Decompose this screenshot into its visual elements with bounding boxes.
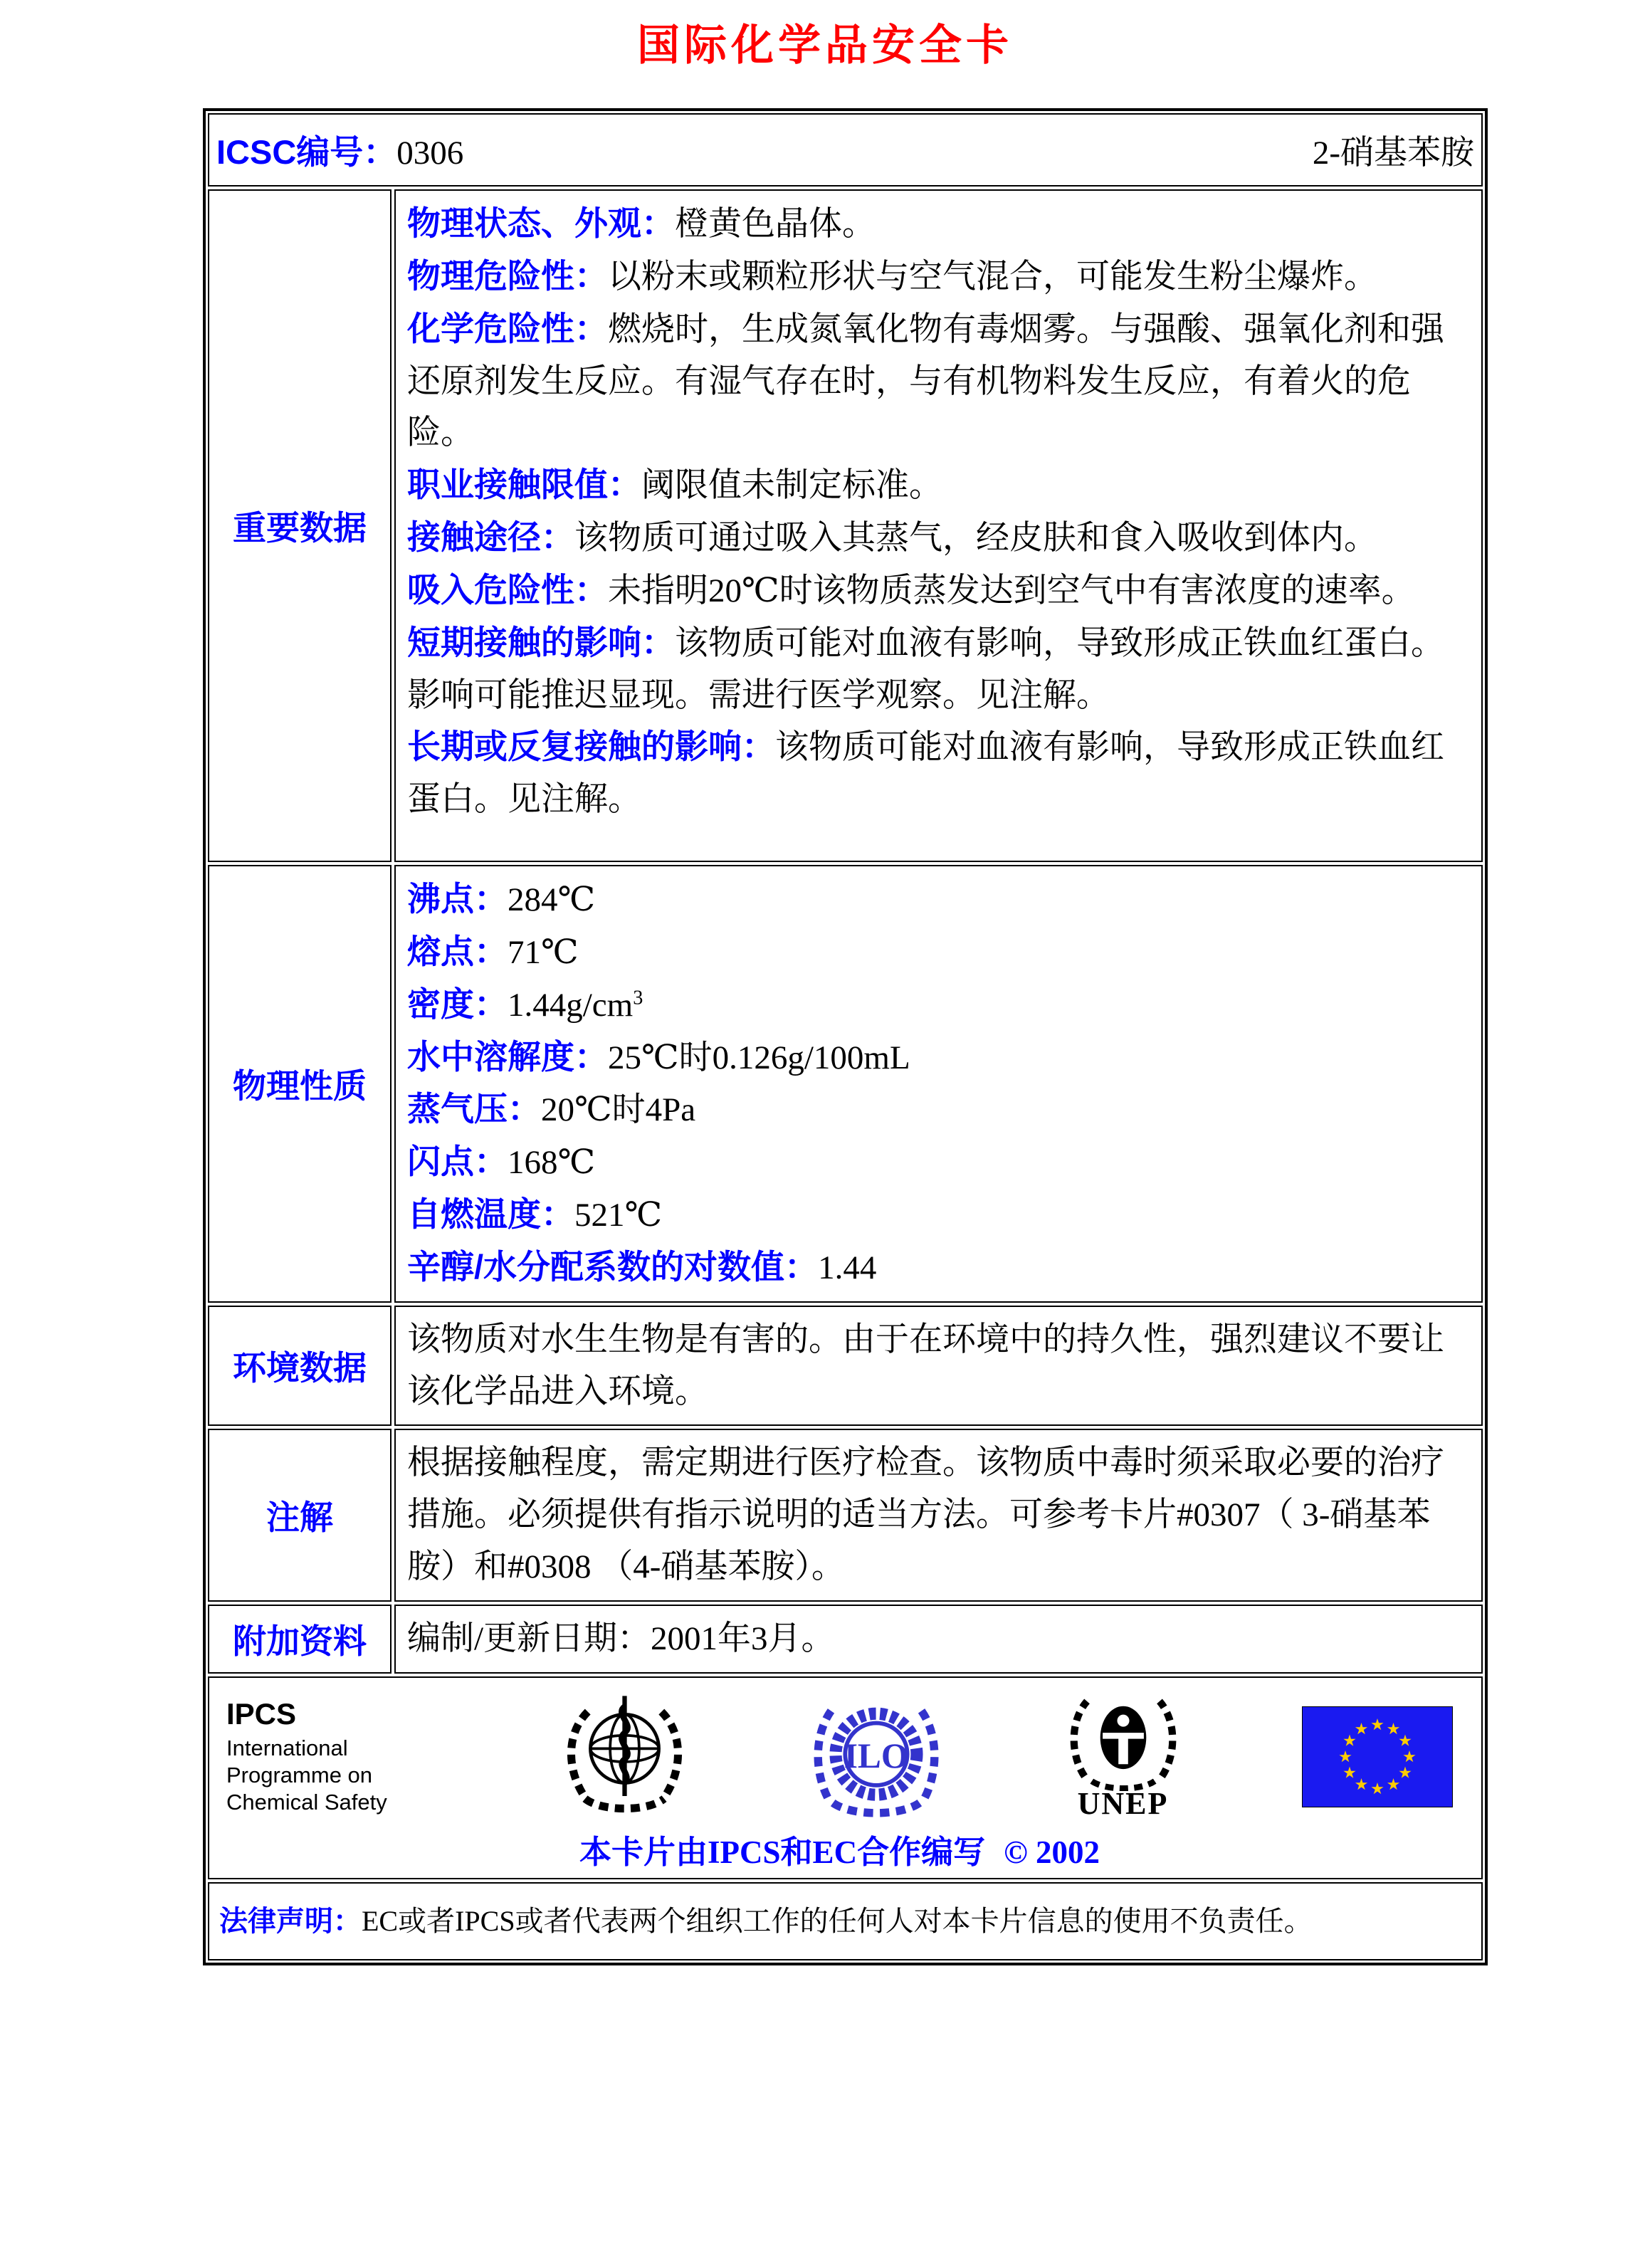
section-label-physical: 物理性质 <box>208 865 392 1303</box>
field-label: 职业接触限值： <box>407 466 641 504</box>
data-item <box>407 1136 1470 1189</box>
icsc-card-table <box>203 108 1488 1965</box>
data-item <box>407 721 1470 826</box>
legal-text: EC或者IPCS或者代表两个组织工作的任何人对本卡片信息的使用不负责任。 <box>362 1904 1313 1937</box>
unep-logo-block <box>1063 1691 1184 1822</box>
field-value: 168℃ <box>508 1144 596 1182</box>
ipcs-acronym: IPCS <box>226 1696 297 1731</box>
data-item <box>407 1189 1470 1241</box>
data-item <box>407 1083 1470 1136</box>
chemical-name: 2-硝基苯胺 <box>1312 135 1474 172</box>
field-value: 20℃时4Pa <box>541 1091 696 1129</box>
section-content-important <box>394 189 1483 862</box>
field-value: 该物质可能对血液有影响，导致形成正铁血红蛋白。影响可能推迟显现。需进行医学观察。见注解。 <box>407 624 1444 714</box>
data-item <box>407 251 1470 303</box>
field-label: 短期接触的影响： <box>407 623 675 661</box>
data-item <box>407 303 1470 460</box>
who-logo-icon <box>559 1691 690 1822</box>
data-item <box>407 565 1470 617</box>
eu-flag-icon <box>1302 1706 1453 1807</box>
field-label: 蒸气压： <box>407 1090 541 1128</box>
section-row-additional <box>208 1605 1483 1674</box>
ipcs-line: International <box>226 1735 348 1760</box>
icsc-number-group <box>216 126 463 174</box>
field-label: 物理状态、外观： <box>407 204 675 242</box>
additional-text: 编制/更新日期：2001年3月。 <box>407 1619 835 1657</box>
field-value: 该物质可能对血液有影响，导致形成正铁血红蛋白。见注解。 <box>407 729 1444 819</box>
field-label: 密度： <box>407 985 508 1023</box>
logos-cell <box>208 1676 1483 1879</box>
section-label-additional: 附加资料 <box>208 1605 392 1674</box>
field-label: 沸点： <box>407 880 508 918</box>
header-cell <box>208 113 1483 187</box>
field-label: 接触途径： <box>407 518 574 557</box>
environment-text: 该物质对水生生物是有害的。由于在环境中的持久性，强烈建议不要让该化学品进入环境。 <box>407 1321 1444 1410</box>
section-content-environment <box>394 1306 1483 1427</box>
cooperation-caption <box>226 1826 1453 1872</box>
field-label: 物理危险性： <box>407 256 608 295</box>
section-content-additional <box>394 1605 1483 1674</box>
field-value: 未指明20℃时该物质蒸发达到空气中有害浓度的速率。 <box>608 572 1415 609</box>
notes-text: 根据接触程度，需定期进行医疗检查。该物质中毒时须采取必要的治疗措施。必须提供有指示说明的适当方法。可参考卡片#0307（ 3-硝基苯胺）和#0308 （4-硝基苯胺）。 <box>407 1444 1444 1586</box>
ipcs-line: Chemical Safety <box>226 1789 387 1815</box>
field-label: 自燃温度： <box>407 1195 574 1234</box>
header-row <box>208 113 1483 187</box>
field-value: 521℃ <box>574 1197 663 1234</box>
data-item <box>407 459 1470 512</box>
field-value: 284℃ <box>508 881 596 918</box>
field-label: 熔点： <box>407 932 508 970</box>
section-content-notes <box>394 1429 1483 1602</box>
field-value: 燃烧时，生成氮氧化物有毒烟雾。与强酸、强氧化剂和强还原剂发生反应。有湿气存在时，与有机物料发生反应，有着火的危险。 <box>407 310 1444 452</box>
field-label: 化学危险性： <box>407 309 608 347</box>
section-label-environment: 环境数据 <box>208 1306 392 1427</box>
data-item <box>407 617 1470 722</box>
cooperation-text: 本卡片由IPCS和EC合作编写 <box>579 1834 986 1870</box>
icsc-number-label: ICSC编号： <box>216 133 397 171</box>
field-value: 1.44g/cm <box>508 986 634 1024</box>
data-item <box>407 198 1470 251</box>
section-row-notes <box>208 1429 1483 1602</box>
section-row-physical <box>208 865 1483 1303</box>
section-label-important: 重要数据 <box>208 189 392 862</box>
data-item <box>407 1241 1470 1294</box>
ilo-logo-icon <box>809 1689 944 1825</box>
field-value: 该物质可通过吸入其蒸气，经皮肤和食入吸收到体内。 <box>574 520 1377 557</box>
svg-text:ILO: ILO <box>844 1736 909 1776</box>
icsc-number-value: 0306 <box>396 135 464 172</box>
legal-cell <box>208 1882 1483 1960</box>
field-value: 25℃时0.126g/100mL <box>608 1039 910 1076</box>
field-value: 橙黄色晶体。 <box>675 206 876 243</box>
ipcs-line: Programme on <box>226 1762 373 1787</box>
copyright-text: © 2002 <box>1004 1834 1100 1870</box>
field-label: 闪点： <box>407 1143 508 1181</box>
field-value: 1.44 <box>818 1249 877 1286</box>
field-label: 吸入危险性： <box>407 570 608 609</box>
field-value: 阈限值未制定标准。 <box>641 467 942 505</box>
data-item <box>407 926 1470 979</box>
density-superscript: 3 <box>633 987 643 1009</box>
data-item <box>407 512 1470 565</box>
unep-caption: UNEP <box>1077 1786 1169 1822</box>
section-row-important <box>208 189 1483 862</box>
field-label: 辛醇/水分配系数的对数值： <box>407 1247 819 1286</box>
legal-row <box>208 1882 1483 1960</box>
data-item <box>407 979 1470 1031</box>
section-content-physical <box>394 865 1483 1303</box>
section-label-notes: 注解 <box>208 1429 392 1602</box>
logos-row <box>208 1676 1483 1879</box>
section-row-environment <box>208 1306 1483 1427</box>
logo-strip <box>226 1689 1453 1825</box>
field-value: 以粉末或颗粒形状与空气混合，可能发生粉尘爆炸。 <box>608 258 1377 295</box>
unep-logo-icon <box>1063 1691 1184 1791</box>
page-title: 国际化学品安全卡 <box>637 22 1013 69</box>
field-label: 长期或反复接触的影响： <box>407 728 775 766</box>
data-item <box>407 1031 1470 1084</box>
data-item <box>407 873 1470 926</box>
ipcs-text-block <box>226 1697 440 1817</box>
field-value: 71℃ <box>508 933 579 971</box>
legal-label: 法律声明： <box>219 1905 362 1937</box>
field-label: 水中溶解度： <box>407 1037 608 1076</box>
